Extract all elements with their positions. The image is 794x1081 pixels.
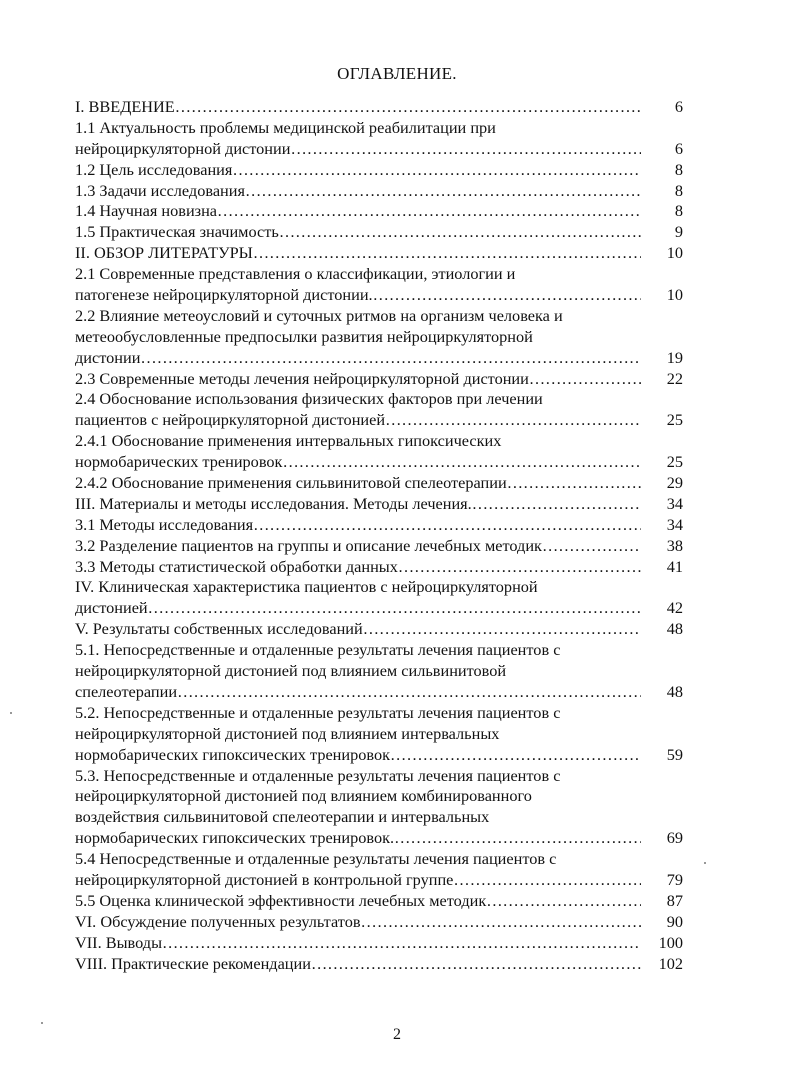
toc-entry-page: 87 — [666, 890, 683, 910]
toc-entry[interactable] — [75, 515, 687, 536]
toc-entry-line — [75, 891, 687, 912]
toc-entry[interactable] — [75, 201, 687, 222]
toc-entry-page: 59 — [666, 744, 683, 764]
toc-entry-page: 69 — [666, 828, 683, 848]
toc-entry-text: пациентов с нейроциркуляторной дистонией …………………………………………………………………………………………………………………………………………………………………………………………………………………………………………………………………………… — [75, 410, 641, 431]
toc-entry-text: 3.2 Разделение пациентов на группы и описание лечебных методик …………………………………………………………………………………………………………………………………………………………………………………………………………………………………………………………………………… — [75, 536, 641, 557]
toc-entry-page: 29 — [666, 473, 683, 493]
toc-entry-text: 1.1 Актуальность проблемы медицинской реабилитации при — [75, 117, 496, 137]
toc-entry-line — [75, 97, 687, 118]
toc-entry[interactable] — [75, 431, 687, 473]
toc-entry-line — [75, 473, 687, 494]
toc-entry-text: воздействия сильвинитовой спелеотерапии и интервальных — [75, 807, 490, 827]
toc-entry-line — [75, 222, 687, 243]
toc-entry-line — [75, 306, 687, 327]
toc-entry-text: нейроциркуляторной дистонии …………………………………………………………………………………………………………………………………………………………………………………………………………………………………………………………………………… — [75, 139, 641, 160]
toc-entry-text: 5.4 Непосредственные и отдаленные результаты лечения пациентов с — [75, 849, 557, 869]
toc-entry-line — [75, 243, 687, 264]
toc-entry-line — [75, 181, 687, 202]
toc-entry[interactable] — [75, 222, 687, 243]
toc-entry-text: нейроциркуляторной дистонией под влиянием сильвинитовой — [75, 661, 507, 681]
toc-entry-page: 48 — [666, 619, 683, 639]
toc-entry-page: 8 — [674, 201, 683, 221]
toc-entry[interactable] — [75, 97, 687, 118]
toc-entry-text: 5.2. Непосредственные и отдаленные результаты лечения пациентов с — [75, 702, 561, 722]
toc-entry-text: 1.5 Практическая значимость …………………………………………………………………………………………………………………………………………………………………………………………………………………………………………………………………………… — [75, 222, 641, 243]
toc-entry-page: 19 — [666, 347, 683, 367]
toc-entry-line — [75, 786, 687, 807]
toc-entry[interactable] — [75, 264, 687, 306]
page-number: 2 — [393, 1026, 401, 1043]
toc-entry-page: 79 — [666, 869, 683, 889]
toc-entry-text: VI. Обсуждение полученных результатов …………………………………………………………………………………………………………………………………………………………………………………………………………………………………………………………………………… — [75, 912, 641, 933]
toc-entry-page: 25 — [666, 452, 683, 472]
toc-entry-page: 8 — [674, 159, 683, 179]
toc-entry-text: 1.2 Цель исследования …………………………………………………………………………………………………………………………………………………………………………………………………………………………………………………………………………… — [75, 160, 641, 181]
toc-entry[interactable] — [75, 933, 687, 954]
toc-entry-line — [75, 640, 687, 661]
scan-speck — [704, 862, 706, 864]
toc-entry-text: 1.4 Научная новизна …………………………………………………………………………………………………………………………………………………………………………………………………………………………………………………………………………… — [75, 201, 641, 222]
toc-entry-text: I. ВВЕДЕНИЕ …………………………………………………………………………………………………………………………………………………………………………………………………………………………………………………………………………… — [75, 97, 641, 118]
toc-entry-page: 34 — [666, 493, 683, 513]
toc-entry[interactable] — [75, 536, 687, 557]
toc-entry-text: II. ОБЗОР ЛИТЕРАТУРЫ …………………………………………………………………………………………………………………………………………………………………………………………………………………………………………………………………………… — [75, 243, 641, 264]
toc-entry-line — [75, 515, 687, 536]
toc-entry-line — [75, 619, 687, 640]
toc-entry-text: 3.3 Методы статистической обработки данных …………………………………………………………………………………………………………………………………………………………………………………………………………………………………………………………………………… — [75, 557, 641, 578]
toc-entry-line — [75, 160, 687, 181]
toc-entry-line — [75, 745, 687, 766]
toc-entry-line — [75, 849, 687, 870]
toc-entry-text: нормобарических гипоксических тренировок. …………………………………………………………………………………………………………………………………………………………………………………………………………………………………………………………………………… — [75, 828, 641, 849]
toc-entry-page: 25 — [666, 410, 683, 430]
toc-entry-text: 2.1 Современные представления о классификации, этиологии и — [75, 264, 516, 284]
toc-entry-line — [75, 870, 687, 891]
toc-entry-page: 42 — [666, 598, 683, 618]
toc-entry-text: VII. Выводы …………………………………………………………………………………………………………………………………………………………………………………………………………………………………………………………………………… — [75, 933, 641, 954]
toc-entry-line — [75, 577, 687, 598]
toc-entry-text: дистонии …………………………………………………………………………………………………………………………………………………………………………………………………………………………………………………………………………… — [75, 348, 641, 369]
toc-entry-text: 5.5 Оценка клинической эффективности лечебных методик …………………………………………………………………………………………………………………………………………………………………………………………………………………………………………………………………………… — [75, 891, 641, 912]
toc-entry[interactable] — [75, 181, 687, 202]
toc-entry[interactable] — [75, 306, 687, 369]
toc-entry-text: 3.1 Методы исследования …………………………………………………………………………………………………………………………………………………………………………………………………………………………………………………………………………… — [75, 515, 641, 536]
toc-entry-line — [75, 285, 687, 306]
toc-entry-line — [75, 557, 687, 578]
toc-entry-line — [75, 828, 687, 849]
toc-entry-line — [75, 703, 687, 724]
toc-entry-line — [75, 389, 687, 410]
toc-entry-text: 2.4 Обоснование использования физических факторов при лечении — [75, 389, 543, 409]
toc-entry[interactable] — [75, 118, 687, 160]
toc-entry-text: 5.1. Непосредственные и отдаленные результаты лечения пациентов с — [75, 640, 561, 660]
toc-entry-text: нормобарических тренировок …………………………………………………………………………………………………………………………………………………………………………………………………………………………………………………………………………… — [75, 452, 641, 473]
toc-entry-line — [75, 431, 687, 452]
toc-entry-text: III. Материалы и методы исследования. Методы лечения. …………………………………………………………………………………………………………………………………………………………………………………………………………………………………………………………………………… — [75, 494, 641, 515]
toc-entry[interactable] — [75, 619, 687, 640]
toc-entry[interactable] — [75, 557, 687, 578]
toc-entry-text: VIII. Практические рекомендации …………………………………………………………………………………………………………………………………………………………………………………………………………………………………………………………………………… — [75, 954, 641, 975]
toc-entry-page: 6 — [674, 97, 683, 116]
toc-entry-line — [75, 954, 687, 975]
toc-entry-page: 8 — [674, 180, 683, 200]
toc-entry-page: 9 — [674, 222, 683, 242]
toc-entry-text: нейроциркуляторной дистонией под влиянием интервальных — [75, 723, 500, 743]
toc-entry-line — [75, 327, 687, 348]
toc-entry-page: 90 — [666, 911, 683, 931]
scan-speck — [41, 1022, 43, 1024]
toc-entry[interactable] — [75, 160, 687, 181]
toc-entry-text: нормобарических гипоксических тренировок …………………………………………………………………………………………………………………………………………………………………………………………………………………………………………………………………………… — [75, 745, 641, 766]
toc-entry-line — [75, 348, 687, 369]
toc-entry-page: 38 — [666, 535, 683, 555]
toc-entry-text: IV. Клиническая характеристика пациентов с нейроциркуляторной — [75, 577, 538, 597]
toc-entry-page: 10 — [666, 285, 683, 305]
toc-entry-text: дистонией …………………………………………………………………………………………………………………………………………………………………………………………………………………………………………………………………………… — [75, 598, 641, 619]
toc-entry-line — [75, 766, 687, 787]
toc-entry-line — [75, 494, 687, 515]
toc-entry-page: 102 — [658, 953, 683, 973]
toc-entry-line — [75, 369, 687, 390]
toc-entry[interactable] — [75, 912, 687, 933]
toc-entry-text: патогенезе нейроциркуляторной дистонии. …………………………………………………………………………………………………………………………………………………………………………………………………………………………………………………………………………… — [75, 285, 641, 306]
toc-entry-text: 2.4.2 Обоснование применения сильвинитовой спелеотерапии …………………………………………………………………………………………………………………………………………………………………………………………………………………………………………………………………………… — [75, 473, 641, 494]
toc-entry-line — [75, 452, 687, 473]
toc-entry-line — [75, 201, 687, 222]
toc-entry-line — [75, 264, 687, 285]
toc-entry[interactable] — [75, 243, 687, 264]
toc-entry-page: 22 — [666, 368, 683, 388]
toc-entry-text: 2.2 Влияние метеоусловий и суточных ритмов на организм человека и — [75, 305, 563, 325]
toc-entry[interactable] — [75, 369, 687, 390]
toc-entry-line — [75, 933, 687, 954]
toc-entry-line — [75, 410, 687, 431]
toc-entry-line — [75, 118, 687, 139]
toc-entry-text: V. Результаты собственных исследований …………………………………………………………………………………………………………………………………………………………………………………………………………………………………………………………………………… — [75, 619, 641, 640]
toc-entry-text: 2.3 Современные методы лечения нейроциркуляторной дистонии …………………………………………………………………………………………………………………………………………………………………………………………………………………………………………………………………………… — [75, 369, 641, 390]
toc-entry[interactable] — [75, 703, 687, 766]
toc-entry-text: спелеотерапии …………………………………………………………………………………………………………………………………………………………………………………………………………………………………………………………………………… — [75, 682, 641, 703]
toc-entry[interactable] — [75, 494, 687, 515]
toc-entry-line — [75, 598, 687, 619]
toc-entry[interactable] — [75, 954, 687, 975]
page-title: ОГЛАВЛЕНИЕ. — [337, 64, 457, 83]
toc-entry-page: 34 — [666, 514, 683, 534]
toc-entry-text: 2.4.1 Обоснование применения интервальных гипоксических — [75, 431, 502, 451]
toc-entry-page: 48 — [666, 681, 683, 701]
toc-entry[interactable] — [75, 389, 687, 431]
toc-entry-line — [75, 139, 687, 160]
toc-entry-page: 10 — [666, 243, 683, 263]
toc-entry-text: нейроциркуляторной дистонией под влиянием комбинированного — [75, 786, 532, 806]
toc-entry-line — [75, 912, 687, 933]
toc-entry-line — [75, 536, 687, 557]
toc-entry[interactable] — [75, 891, 687, 912]
toc-entry-line — [75, 724, 687, 745]
toc-entry[interactable] — [75, 849, 687, 891]
toc-entry-text: 1.3 Задачи исследования …………………………………………………………………………………………………………………………………………………………………………………………………………………………………………………………………………… — [75, 181, 641, 202]
toc-entry[interactable] — [75, 473, 687, 494]
toc-entry[interactable] — [75, 766, 687, 850]
toc-entry-page: 100 — [658, 932, 683, 952]
toc-entry-text: 5.3. Непосредственные и отдаленные результаты лечения пациентов с — [75, 765, 561, 785]
toc-entry[interactable] — [75, 577, 687, 619]
toc-entry-text: нейроциркуляторной дистонией в контрольной группе …………………………………………………………………………………………………………………………………………………………………………………………………………………………………………………………………………… — [75, 870, 641, 891]
toc-entry-line — [75, 807, 687, 828]
toc-entry-page: 41 — [666, 556, 683, 576]
toc-entry-text: метеообусловленные предпосылки развития нейроциркуляторной — [75, 326, 533, 346]
toc-entry-line — [75, 682, 687, 703]
scan-speck — [10, 712, 12, 714]
toc-entry-line — [75, 661, 687, 682]
table-of-contents — [75, 97, 687, 974]
toc-entry[interactable] — [75, 640, 687, 703]
toc-entry-page: 6 — [674, 138, 683, 158]
